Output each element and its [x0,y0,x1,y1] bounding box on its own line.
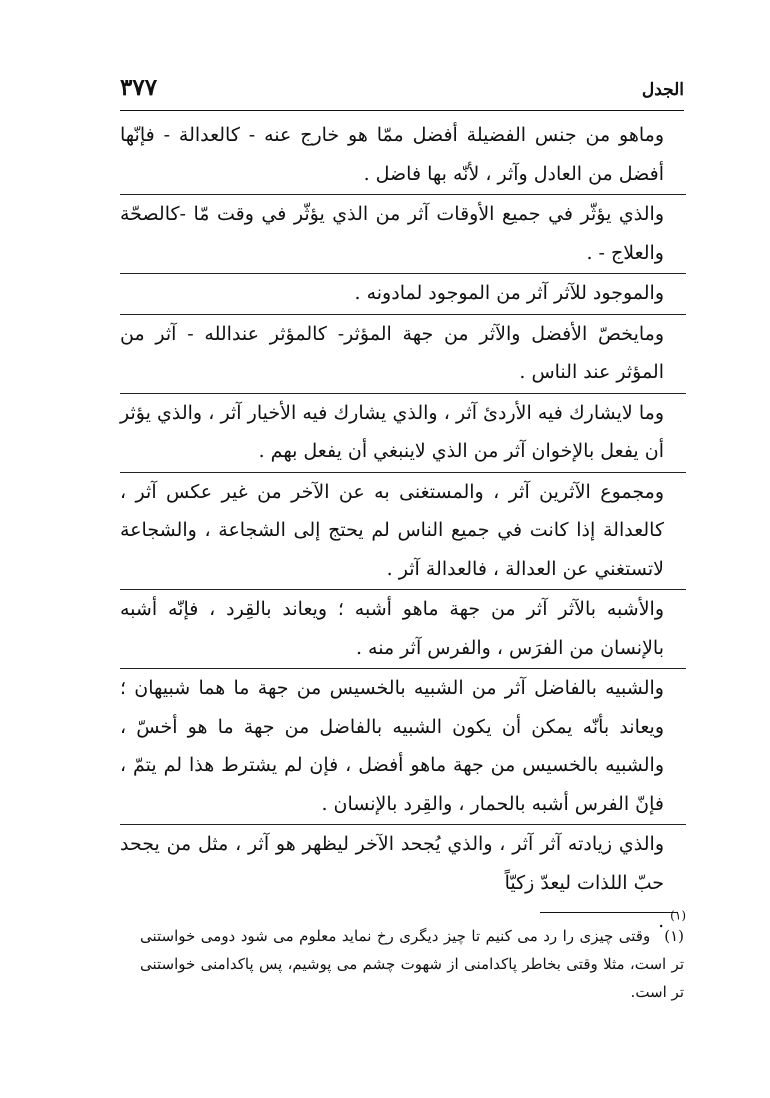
paragraph [120,116,686,193]
paragraph-text: ومجموع الآثرين آثر ، والمستغنى به عن الآخر من غير عكس آثر ، كالعدالة إذا كانت في جميع الناس لم يحتج إلى الشجاعة ، والشجاعة لاتستغني عن العدالة ، فالعدالة آثر . [120,480,664,580]
paragraph: والذي زيادته آثر آثر ، والذي يُجحد الآخر ليظهر هو آثر ، مثل من يجحد حبّ اللذات ليعدّ زكيّاً$^{(١)}$ . [120,824,686,941]
page-header [120,72,684,106]
paragraph-text: والذي زيادته آثر آثر ، والذي يُجحد الآخر ليظهر هو آثر ، مثل من يجحد حبّ اللذات ليعدّ زكيّاً [120,833,664,894]
paragraph [120,393,686,471]
paragraph-text: ومايخصّ الأفضل والآثر من جهة المؤثر- كالمؤثر عندالله - آثر من المؤثر عند الناس . [120,322,664,383]
paragraph [120,314,686,392]
running-title: الجدل [641,80,684,100]
footnote-divider [540,912,678,913]
paragraph-text: والأشبه بالآثر آثر من جهة ماهو أشبه ؛ ويعاند بالقِرد ، فإنّه أشبه بالإنسان من الفرَس ، والفرس آثر منه . [120,598,664,659]
paragraph [120,273,686,313]
footnote [140,922,684,1006]
paragraph [120,194,686,272]
footnote-marker: (١) [664,927,684,945]
main-text [120,116,686,941]
paragraph [120,472,686,589]
paragraph-text: وماهو من جنس الفضيلة أفضل ممّا هو خارج عنه - كالعدالة - فإنّها أفضل من العادل وآثر ، لأنّه بها فاضل . [120,124,664,185]
paragraph [120,589,686,667]
footnote-text: وقتى چيزى را رد مى كنيم تا چيز ديگرى رخ نمايد معلوم مى شود دومى خواستنى تر است، مثلا وقتى بخاطر پاكدامنى از شهوت چشم مى پوشيم، پس پاكدامنى خواستنى تر است. [140,927,684,1001]
paragraph-text: والشبيه بالفاضل آثر من الشبيه بالخسيس من جهة ما هما شبيهان ؛ ويعاند بأنّه يمكن أن يكون الشبيه بالفاضل من جهة ما هو أخسّ ، والشبيه بالخسيس من جهة ماهو أفضل ، فإن لم يشترط هذا لم يتمّ ، فإنّ الفرس أشبه بالحمار ، والقِرد بالإنسان . [120,677,664,815]
paragraph [120,668,686,823]
header-divider [120,110,684,111]
page-number: ٣٧٧ [120,74,158,101]
paragraph-text: والموجود للآثر آثر من الموجود لمادونه . [354,282,664,304]
paragraph-text: وما لايشارك فيه الأردئ آثر ، والذي يشارك فيه الأخيار آثر ، والذي يؤثر أن يفعل بالإخوان آثر من الذي لاينبغي أن يفعل بهم . [120,401,664,462]
footnote-reference[interactable]: (١) [670,908,686,923]
paragraph-text: والذي يؤثّر في جميع الأوقات آثر من الذي يؤثّر في وقت مّا -كالصحّة والعلاج - . [120,203,664,264]
